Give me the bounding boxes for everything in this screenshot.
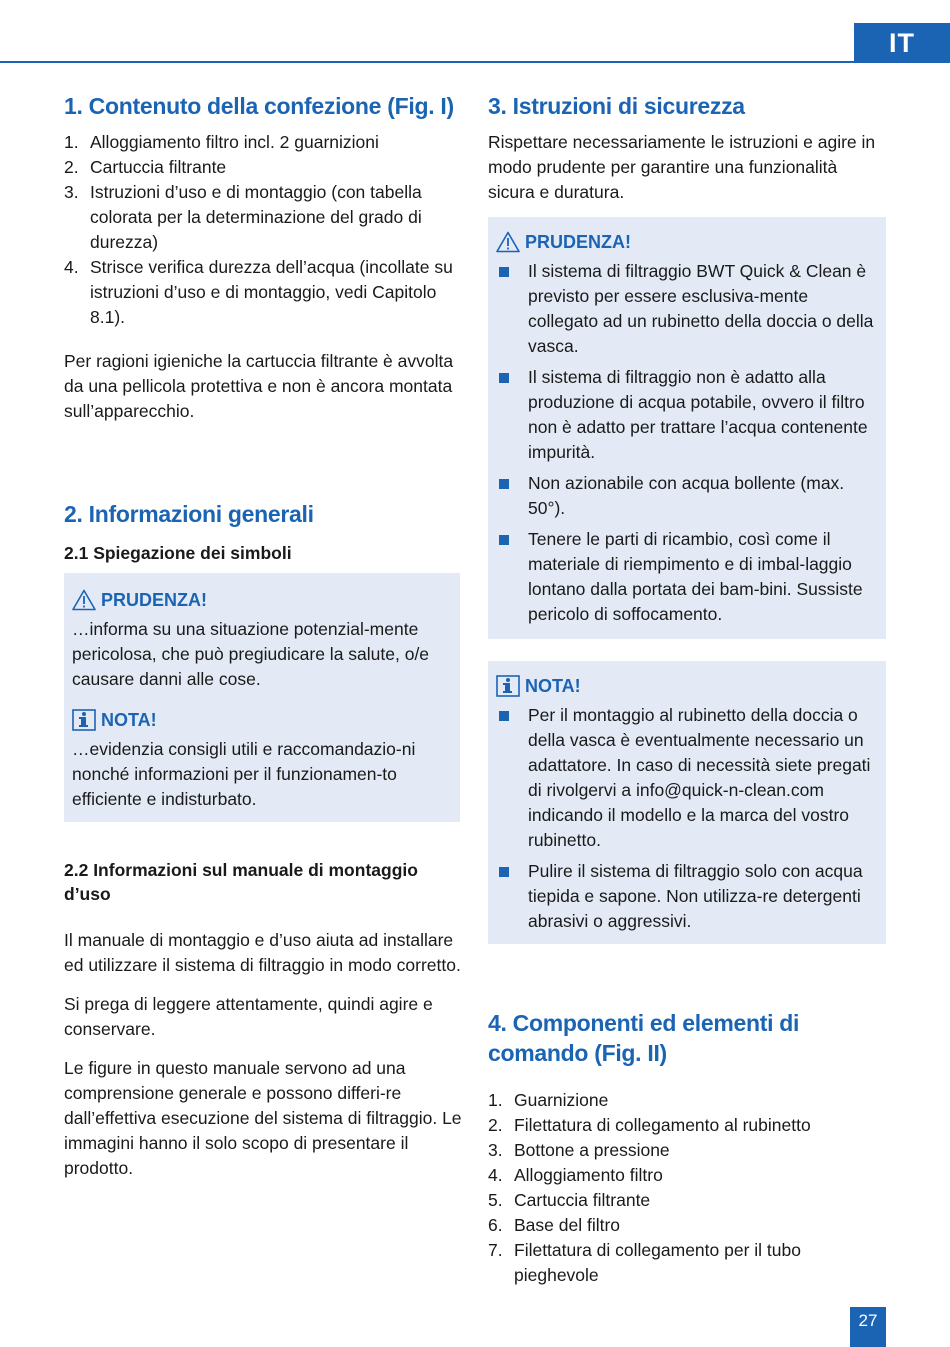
list-item: Per il montaggio al rubinetto della doccia o della vasca è eventualmente necessario un adattatore. In caso di necessità siete pregati di rivolgervi a info@quick-n-clean.com indicando il modello e la marca del vostro rubinetto. (496, 703, 878, 853)
language-label: IT (889, 27, 915, 58)
warning-heading (72, 587, 452, 613)
bullet-square-icon (499, 267, 509, 277)
warning-text: …informa su una situazione potenzial-mente pericolosa, che può pregiudicare la salute, o/e causare danni alle cose. (72, 619, 430, 689)
list-item: 1. Alloggiamento filtro incl. 2 guarnizioni (64, 132, 379, 152)
bullet-square-icon (499, 373, 509, 383)
list-item: 7. Filettatura di collegamento per il tubo pieghevole (488, 1240, 801, 1285)
language-tab (854, 23, 950, 63)
section-2-title: 2. Informazioni generali (64, 501, 314, 527)
left-column (64, 88, 464, 1181)
list-item: 2. Cartuccia filtrante (64, 157, 227, 177)
manual-paragraph-2: Si prega di leggere attentamente, quindi agire e conservare. (64, 994, 433, 1039)
subsection-2-2-title: 2.2 Informazioni sul manuale di montaggio d’uso (64, 860, 418, 904)
page-number (850, 1307, 886, 1347)
info-icon (496, 675, 520, 697)
bullet-square-icon (499, 711, 509, 721)
warning-heading (496, 229, 878, 255)
bullet-square-icon (499, 535, 509, 545)
list-item: 1. Guarnizione (488, 1090, 609, 1110)
bullet-square-icon (499, 479, 509, 489)
safety-note-box (488, 661, 886, 944)
safety-note-list (496, 703, 878, 934)
warning-label: PRUDENZA! (101, 590, 207, 610)
manual-paragraph-1: Il manuale di montaggio e d’uso aiuta ad installare ed utilizzare il sistema di filtraggio in modo corretto. (64, 930, 461, 975)
warning-triangle-icon (496, 231, 520, 253)
list-item: 3. Bottone a pressione (488, 1140, 670, 1160)
hygiene-paragraph: Per ragioni igieniche la cartuccia filtrante è avvolta da una pellicola protettiva e non è ancora montata sull’apparecchio. (64, 351, 454, 421)
list-item: Il sistema di filtraggio non è adatto alla produzione di acqua potabile, ovvero il filtro non è adatto per trattare l’acqua contenente impurità. (496, 365, 878, 465)
section-1-title: 1. Contenuto della confezione (Fig. I) (64, 93, 454, 119)
list-item: Tenere le parti di ricambio, così come il materiale di riempimento e di imbal-laggio lontano dalla portata dei bam-bini. Sussiste pericolo di soffocamento. (496, 527, 878, 627)
info-icon (72, 709, 96, 731)
components-list (488, 1088, 886, 1288)
section-3-title: 3. Istruzioni di sicurezza (488, 93, 745, 119)
list-item: 3. Istruzioni d’uso e di montaggio (con tabella colorata per la determinazione del grado di durezza) (64, 182, 422, 252)
list-item: 4. Alloggiamento filtro (488, 1165, 663, 1185)
list-item: 5. Cartuccia filtrante (488, 1190, 651, 1210)
note-heading (496, 673, 878, 699)
header-rule (0, 61, 950, 63)
warning-label: PRUDENZA! (525, 232, 631, 252)
warning-triangle-icon (72, 589, 96, 611)
note-text: …evidenzia consigli utili e raccomandazio-ni nonché informazioni per il funzionamen-to efficiente e indisturbato. (72, 739, 416, 809)
manual-paragraph-3: Le figure in questo manuale servono ad una comprensione generale e possono differi-re dall’effettiva esecuzione del sistema di filtraggio. Le immagini hanno il solo scopo di presentare il prodotto. (64, 1058, 462, 1178)
list-item: 2. Filettatura di collegamento al rubinetto (488, 1115, 811, 1135)
page-number-label: 27 (858, 1311, 878, 1330)
note-label: NOTA! (525, 676, 581, 696)
note-heading (72, 707, 452, 733)
section-4-title: 4. Componenti ed elementi di comando (Fig. II) (488, 1010, 800, 1066)
safety-warning-list (496, 259, 878, 627)
subsection-2-1-title: 2.1 Spiegazione dei simboli (64, 543, 292, 563)
bullet-square-icon (499, 867, 509, 877)
list-item: Non azionabile con acqua bollente (max. 50°). (496, 471, 878, 521)
list-item: 4. Strisce verifica durezza dell’acqua (incollate su istruzioni d’uso e di montaggio, vedi Capitolo 8.1). (64, 257, 453, 327)
list-item: Pulire il sistema di filtraggio solo con acqua tiepida e sapone. Non utilizza-re detergenti abrasivi o aggressivi. (496, 859, 878, 934)
note-label: NOTA! (101, 710, 157, 730)
list-item: 6. Base del filtro (488, 1215, 621, 1235)
right-column (488, 88, 886, 1288)
package-contents-list (64, 130, 464, 330)
list-item: Il sistema di filtraggio BWT Quick & Clean è previsto per essere esclusiva-mente collegato ad un rubinetto della doccia o della vasca. (496, 259, 878, 359)
safety-intro: Rispettare necessariamente le istruzioni e agire in modo prudente per garantire una funzionalità sicura e duratura. (488, 132, 876, 202)
safety-warning-box (488, 217, 886, 639)
symbols-box (64, 573, 460, 822)
